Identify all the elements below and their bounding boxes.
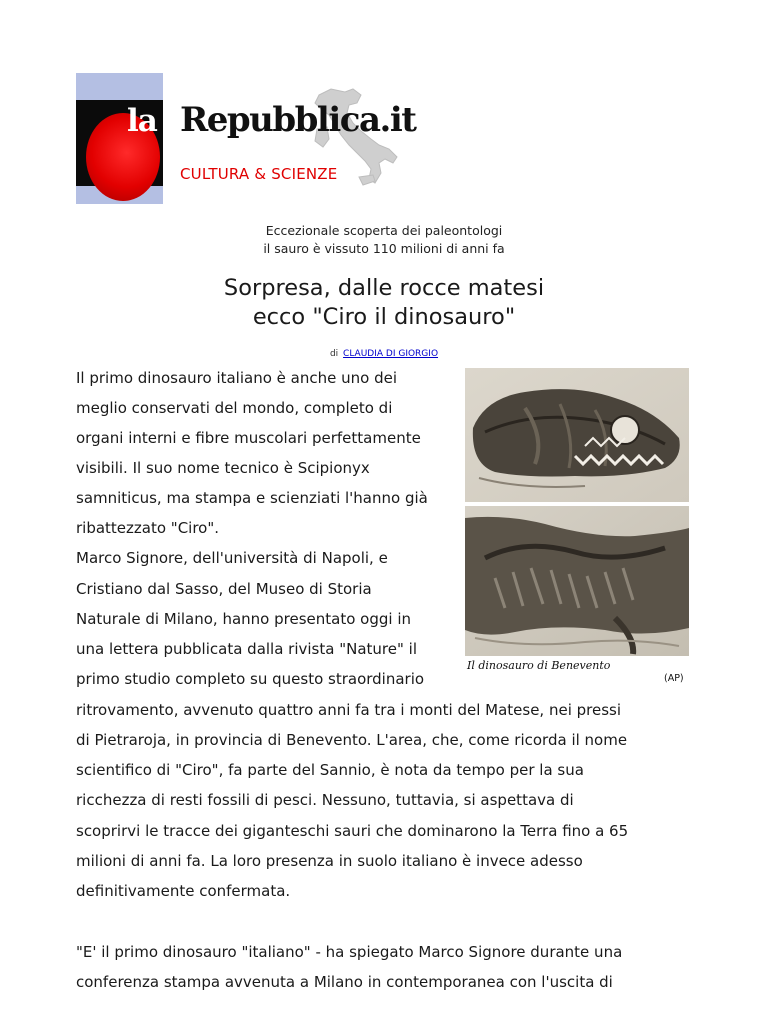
body-line: Naturale di Milano, hanno presentato oggi in	[76, 610, 411, 628]
author-link[interactable]: CLAUDIA DI GIORGIO	[343, 349, 439, 359]
repubblica-logo[interactable]	[76, 73, 163, 204]
body-line: scientifico di "Ciro", fa parte del Sannio, è nota da tempo per la sua	[76, 761, 584, 779]
body-line: ritrovamento, avvenuto quattro anni fa tra i monti del Matese, nei pressi	[76, 701, 622, 719]
body-line: ribattezzato "Ciro".	[76, 519, 220, 537]
body-line: primo studio completo su questo straordinario	[76, 670, 425, 688]
headline	[0, 274, 768, 332]
body-line: Cristiano dal Sasso, del Museo di Storia	[76, 580, 372, 598]
body-line: visibili. Il suo nome tecnico è Scipionyx	[76, 459, 370, 477]
body-line: organi interni e fibre muscolari perfettamente	[76, 429, 421, 447]
body-line: di Pietraroja, in provincia di Benevento. L'area, che, come ricorda il nome	[76, 731, 628, 749]
body-line: samniticus, ma stampa e scienziati l'hanno già	[76, 489, 428, 507]
body-line: conferenza stampa avvenuta a Milano in contemporanea con l'uscita di	[76, 973, 613, 991]
body-line: scoprirvi le tracce dei giganteschi sauri che dominarono la Terra fino a 65	[76, 822, 629, 840]
kicker	[0, 222, 768, 258]
headline-line: Sorpresa, dalle rocce matesi	[223, 275, 545, 301]
byline	[0, 349, 768, 359]
byline-prefix: di	[329, 349, 339, 359]
headline-line: ecco "Ciro il dinosauro"	[252, 304, 516, 330]
kicker-line: Eccezionale scoperta dei paleontologi	[265, 223, 503, 238]
fossil-image	[465, 368, 689, 688]
body-line: "E' il primo dinosauro "italiano" - ha spiegato Marco Signore durante una	[76, 943, 623, 961]
kicker-line: il sauro è vissuto 110 milioni di anni fa	[263, 241, 505, 256]
photo-credit: (AP)	[664, 673, 684, 684]
body-line: milioni di anni fa. La loro presenza in suolo italiano è invece adesso	[76, 852, 583, 870]
body-line: definitivamente confermata.	[76, 882, 291, 900]
section-name[interactable]: CULTURA & SCIENZE	[180, 165, 338, 183]
logo-text: la	[127, 103, 157, 139]
masthead	[76, 73, 416, 205]
body-line: Marco Signore, dell'università di Napoli, e	[76, 549, 388, 567]
fossil-photo	[465, 368, 689, 688]
body-line: una lettera pubblicata dalla rivista "Nature" il	[76, 640, 417, 658]
brand-name[interactable]: Repubblica.it	[180, 100, 416, 140]
body-line: ricchezza di resti fossili di pesci. Nessuno, tuttavia, si aspettava di	[76, 791, 574, 809]
photo-caption: Il dinosauro di Benevento	[467, 659, 611, 672]
body-line: meglio conservati del mondo, completo di	[76, 399, 393, 417]
body-line: Il primo dinosauro italiano è anche uno dei	[76, 369, 397, 387]
